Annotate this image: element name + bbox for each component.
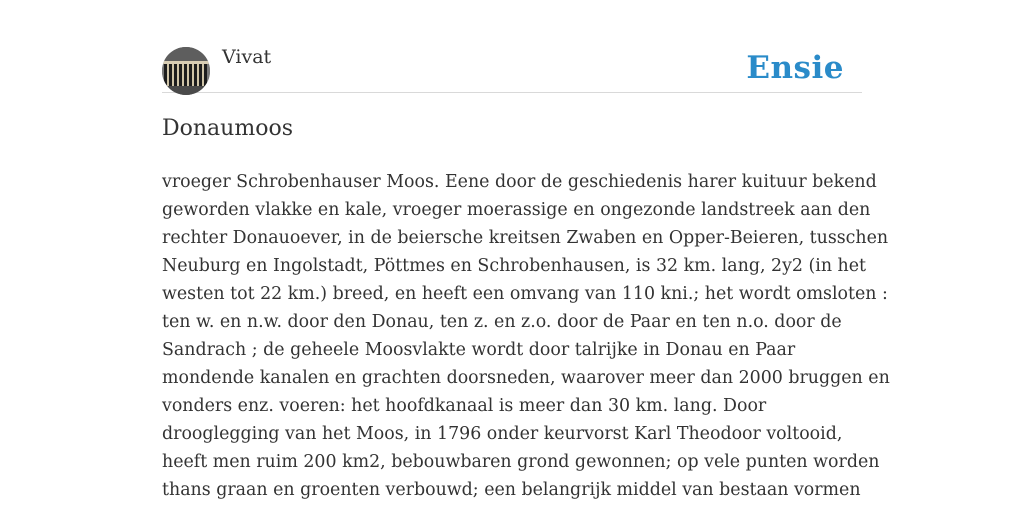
bookshelf-image-icon bbox=[162, 47, 210, 95]
header bbox=[162, 0, 862, 93]
brand-logo[interactable]: Ensie bbox=[746, 50, 844, 86]
body-line: vonders enz. voeren: het hoofdkanaal is meer dan 30 km. lang. Door bbox=[162, 396, 767, 416]
body-line: drooglegging van het Moos, in 1796 onder keurvorst Karl Theodoor voltooid, bbox=[162, 424, 843, 444]
body-line: westen tot 22 km.) breed, en heeft een omvang van 110 kni.; het wordt omsloten : bbox=[162, 284, 888, 304]
article-title: Donaumoos bbox=[162, 116, 293, 141]
body-line: mondende kanalen en grachten doorsneden, waarover meer dan 2000 bruggen en bbox=[162, 368, 890, 388]
author-name[interactable]: Vivat bbox=[222, 46, 272, 68]
body-line: rechter Donauoever, in de beiersche kreitsen Zwaben en Opper-Beieren, tusschen bbox=[162, 228, 889, 248]
body-line: Sandrach ; de geheele Moosvlakte wordt door talrijke in Donau en Paar bbox=[162, 340, 796, 360]
body-line: thans graan en groenten verbouwd; een belangrijk middel van bestaan vormen bbox=[162, 480, 861, 500]
body-line: geworden vlakke en kale, vroeger moerassige en ongezonde landstreek aan den bbox=[162, 200, 871, 220]
article-body bbox=[162, 168, 890, 504]
content-column bbox=[162, 0, 890, 500]
body-line: Neuburg en Ingolstadt, Pöttmes en Schrobenhausen, is 32 km. lang, 2y2 (in het bbox=[162, 256, 867, 276]
body-line: heeft men ruim 200 km2, bebouwbaren grond gewonnen; op vele punten worden bbox=[162, 452, 880, 472]
body-line: ten w. en n.w. door den Donau, ten z. en z.o. door de Paar en ten n.o. door de bbox=[162, 312, 842, 332]
body-line: vroeger Schrobenhauser Moos. Eene door de geschiedenis harer kuituur bekend bbox=[162, 172, 877, 192]
author-avatar[interactable] bbox=[162, 47, 210, 95]
